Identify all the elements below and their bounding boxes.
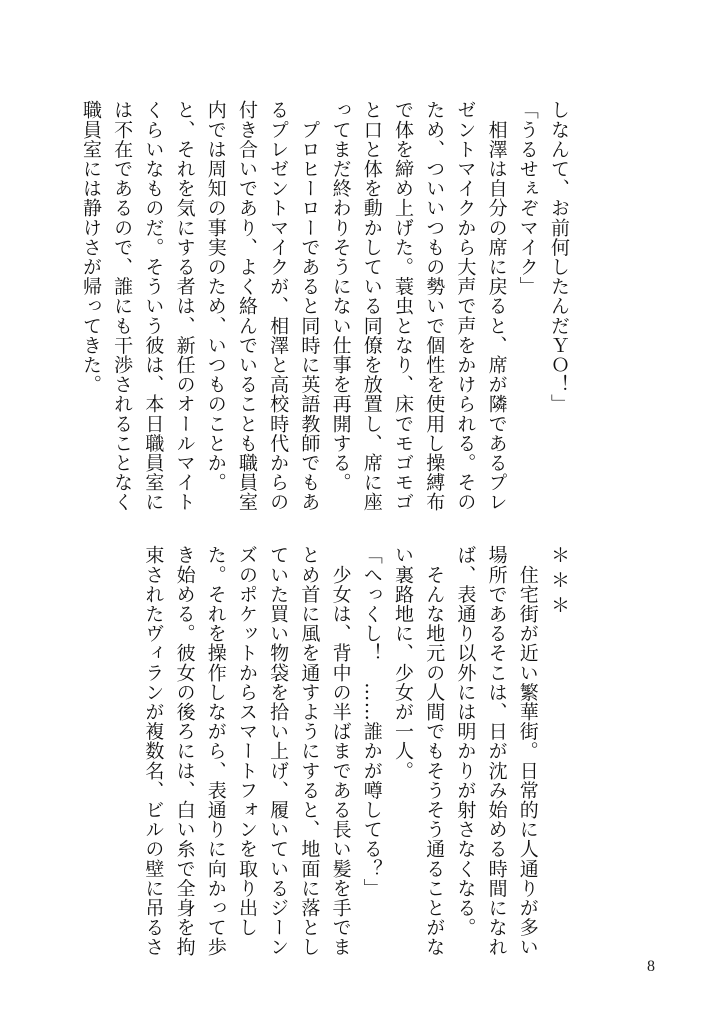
text-line: と口と体を動かしている同僚を放置し、席に座	[360, 100, 383, 512]
upper-text-block	[79, 100, 574, 520]
text-line: 束されたヴィランが複数名、ビルの壁に吊るさ	[142, 545, 165, 957]
text-line: プロヒーローであると同時に英語教師でもあ	[298, 100, 321, 512]
text-line: と、それを気にする者は、新任のオールマイト	[173, 100, 196, 512]
text-line: 相澤は自分の席に戻ると、席が隣であるプレ	[485, 100, 508, 512]
page-number: 8	[647, 958, 655, 975]
lower-text-block	[142, 545, 574, 957]
text-line: るプレゼントマイクが、相澤と高校時代からの	[267, 100, 290, 512]
scene-separator: ＊＊＊	[548, 545, 570, 620]
text-line: とめ首に風を通すようにすると、地面に落とし	[298, 545, 321, 957]
text-line: い裏路地に、少女が一人。	[391, 545, 414, 781]
text-line: しなんて、お前何したんだＹＯ！」	[548, 100, 570, 414]
text-line: 付き合いであり、よく絡んでいることも職員室	[235, 100, 258, 512]
text-line: 少女は、背中の半ばまである長い髪を手でま	[329, 545, 352, 957]
text-line: は不在であるので、誰にも干渉されることなく	[111, 100, 134, 512]
text-line: で体を締め上げた。蓑虫となり、床でモゴモゴ	[391, 100, 414, 512]
text-line: ってまだ終わりそうにない仕事を再開する。	[329, 100, 352, 492]
text-line: ば、表通り以外には明かりが射さなくなる。	[454, 545, 477, 937]
text-line: 住宅街が近い繁華街。日常的に人通りが多い	[516, 545, 539, 957]
text-line: き始める。彼女の後ろには、白い糸で全身を拘	[173, 545, 196, 957]
text-line: 「へっくし！ ……誰かが噂してる？」	[360, 545, 383, 898]
text-line: ゼントマイクから大声で声をかけられる。その	[454, 100, 477, 512]
text-line: 職員室には静けさが帰ってきた。	[79, 100, 102, 394]
text-line: ズのポケットからスマートフォンを取り出し	[235, 545, 258, 937]
text-line: ていた買い物袋を拾い上げ、履いているジーン	[267, 545, 290, 957]
text-line: ため、ついいつもの勢いで個性を使用し操縛布	[423, 100, 446, 512]
text-line: 「うるせぇぞマイク」	[516, 100, 539, 296]
text-line: 内では周知の事実のため、いつものことか。	[204, 100, 227, 492]
text-line: 場所であるそこは、日が沈み始める時間になれ	[485, 545, 508, 957]
text-line: た。それを操作しながら、表通りに向かって歩	[204, 545, 227, 957]
text-line: くらいなものだ。そういう彼は、本日職員室に	[142, 100, 165, 512]
text-line: そんな地元の人間でもそうそう通ることがな	[423, 545, 446, 957]
